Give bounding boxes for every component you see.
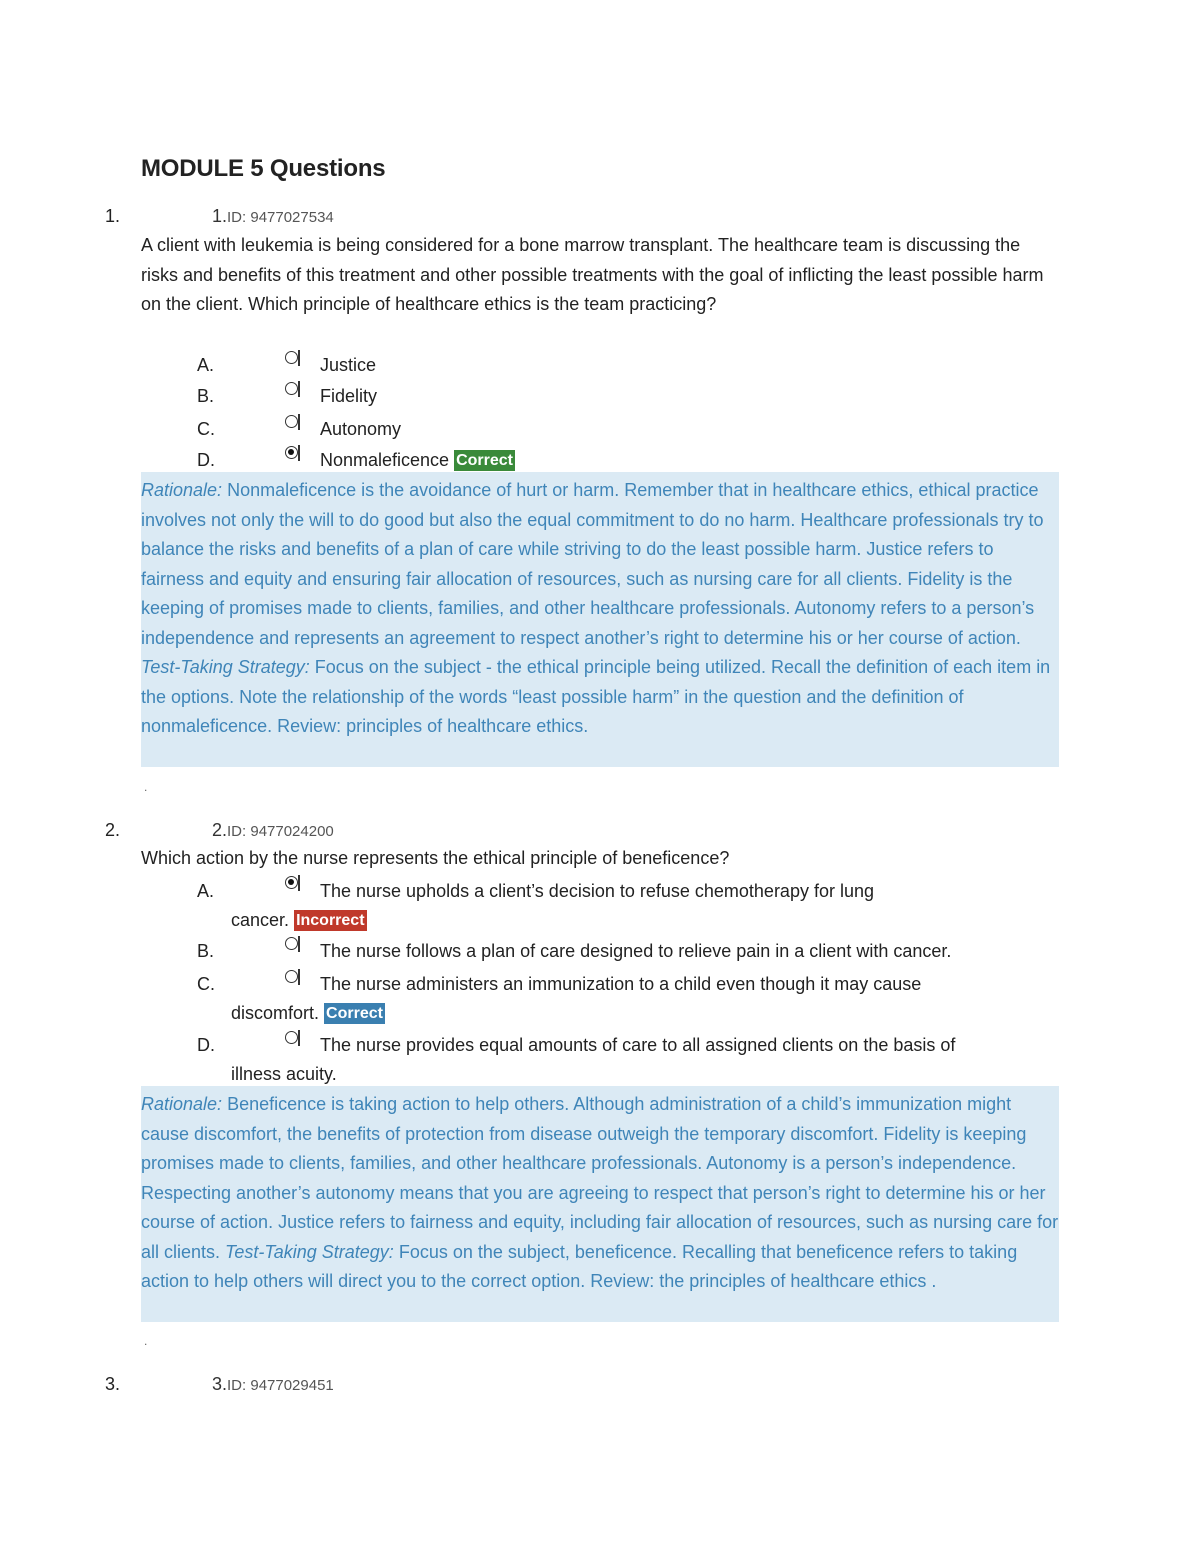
option-letter: A.: [197, 355, 215, 375]
option-letter: A.: [197, 881, 215, 901]
question-id-prefix: 1.: [212, 206, 228, 226]
rationale-box: [141, 472, 1059, 767]
option-letter: D.: [197, 450, 215, 470]
radio-button-selected[interactable]: [285, 446, 298, 459]
rationale-box: [141, 1086, 1059, 1322]
question-id-prefix: 2.: [212, 820, 228, 840]
option-text-continued: illness acuity.: [231, 1064, 337, 1084]
question-id-label: ID: 9477029451: [227, 1377, 334, 1394]
option-text-continued: [231, 1003, 385, 1024]
page-title: MODULE 5 Questions: [141, 155, 386, 182]
strategy-text: Focus on the subject, beneficence. Recalling that beneficence refers to taking action to help others will direct you to the correct option. Review: the principles of healthcare ethics .: [141, 1241, 1018, 1291]
question-id-prefix: 3.: [212, 1374, 228, 1394]
option-text: The nurse follows a plan of care designed to relieve pain in a client with cancer.: [320, 941, 952, 961]
question-id: [212, 206, 334, 227]
radio-dot-icon: [288, 449, 294, 455]
option-letter: B.: [197, 941, 215, 961]
rationale-label: Rationale:: [141, 1094, 223, 1114]
rationale-label: Rationale:: [141, 480, 223, 500]
question-id-label: ID: 9477024200: [227, 823, 334, 840]
question-number: 1.: [105, 206, 121, 226]
option-text: Fidelity: [320, 386, 378, 406]
radio-button-selected[interactable]: [285, 876, 298, 889]
question-text: A client with leukemia is being considered for a bone marrow transplant. The healthcare team is discussing the risks and benefits of this treatment and other possible treatments with the goal of inflicting the least possible harm on the client. Which principle of healthcare ethics is the team practicing?: [141, 235, 1044, 314]
option-text: [320, 450, 515, 471]
correct-badge: Correct: [456, 452, 513, 469]
strategy-text: Focus on the subject - the ethical principle being utilized. Recall the definition of each item in the options. Note the relationship of the words “least possible harm” in the question and the definition of nonmaleficence. Review: principles of healthcare ethics.: [141, 657, 1051, 736]
radio-button[interactable]: [285, 415, 298, 428]
option-letter: C.: [197, 974, 215, 994]
radio-button[interactable]: [285, 937, 298, 950]
option-letter: C.: [197, 419, 215, 439]
correct-badge: Correct: [326, 1005, 383, 1022]
question-id: [212, 1374, 334, 1395]
option-text: The nurse upholds a client’s decision to refuse chemotherapy for lung: [320, 881, 874, 901]
rationale-text: Beneficence is taking action to help others. Although administration of a child’s immunization might cause discomfort, the benefits of protection from disease outweigh the temporary discomfort. Fidelity is keeping promises made to clients, families, and other healthcare professionals. Autonomy is a person’s independence. Respecting another’s autonomy means that you are agreeing to respect that person’s right to determine his or her course of action. Justice refers to fairness and equity, including fair allocation of resources, such as nursing care for all clients.: [141, 1094, 1059, 1262]
question-id: [212, 820, 334, 841]
radio-button[interactable]: [285, 1031, 298, 1044]
option-text-label: Nonmaleficence: [320, 450, 450, 470]
question-number: 2.: [105, 820, 121, 840]
option-text-cont: cancer.: [231, 910, 290, 930]
incorrect-badge: Incorrect: [296, 912, 365, 929]
radio-dot-icon: [288, 879, 294, 885]
strategy-label: Test-Taking Strategy:: [225, 1241, 394, 1262]
radio-button[interactable]: [285, 351, 298, 364]
option-text: The nurse provides equal amounts of care to all assigned clients on the basis of: [320, 1035, 956, 1055]
option-text: The nurse administers an immunization to a child even though it may cause: [320, 974, 922, 994]
option-text-cont: discomfort.: [231, 1003, 320, 1023]
option-text: Justice: [320, 355, 377, 375]
radio-button[interactable]: [285, 382, 298, 395]
question-number: 3.: [105, 1374, 121, 1394]
option-letter: B.: [197, 386, 215, 406]
option-text-continued: [231, 910, 367, 931]
trailing-dot: .: [144, 780, 148, 794]
option-letter: D.: [197, 1035, 215, 1055]
option-text: Autonomy: [320, 419, 402, 439]
question-id-label: ID: 9477027534: [227, 209, 334, 226]
strategy-label: Test-Taking Strategy:: [141, 657, 310, 677]
rationale-text: Nonmaleficence is the avoidance of hurt or harm. Remember that in healthcare ethics, ethical practice involves not only the will to do good but also the equal commitment to do no harm. Healthcare professionals try to balance the risks and benefits of a plan of care while striving to do the least possible harm. Justice refers to fairness and equity and ensuring fair allocation of resources, such as nursing care for all clients. Fidelity is the keeping of promises made to clients, families, and other healthcare professionals. Autonomy refers to a person’s independence and represents an agreement to respect another’s right to determine his or her course of action.: [141, 480, 1044, 648]
question-text: Which action by the nurse represents the ethical principle of beneficence?: [141, 848, 730, 868]
radio-button[interactable]: [285, 970, 298, 983]
trailing-dot: .: [144, 1334, 148, 1348]
